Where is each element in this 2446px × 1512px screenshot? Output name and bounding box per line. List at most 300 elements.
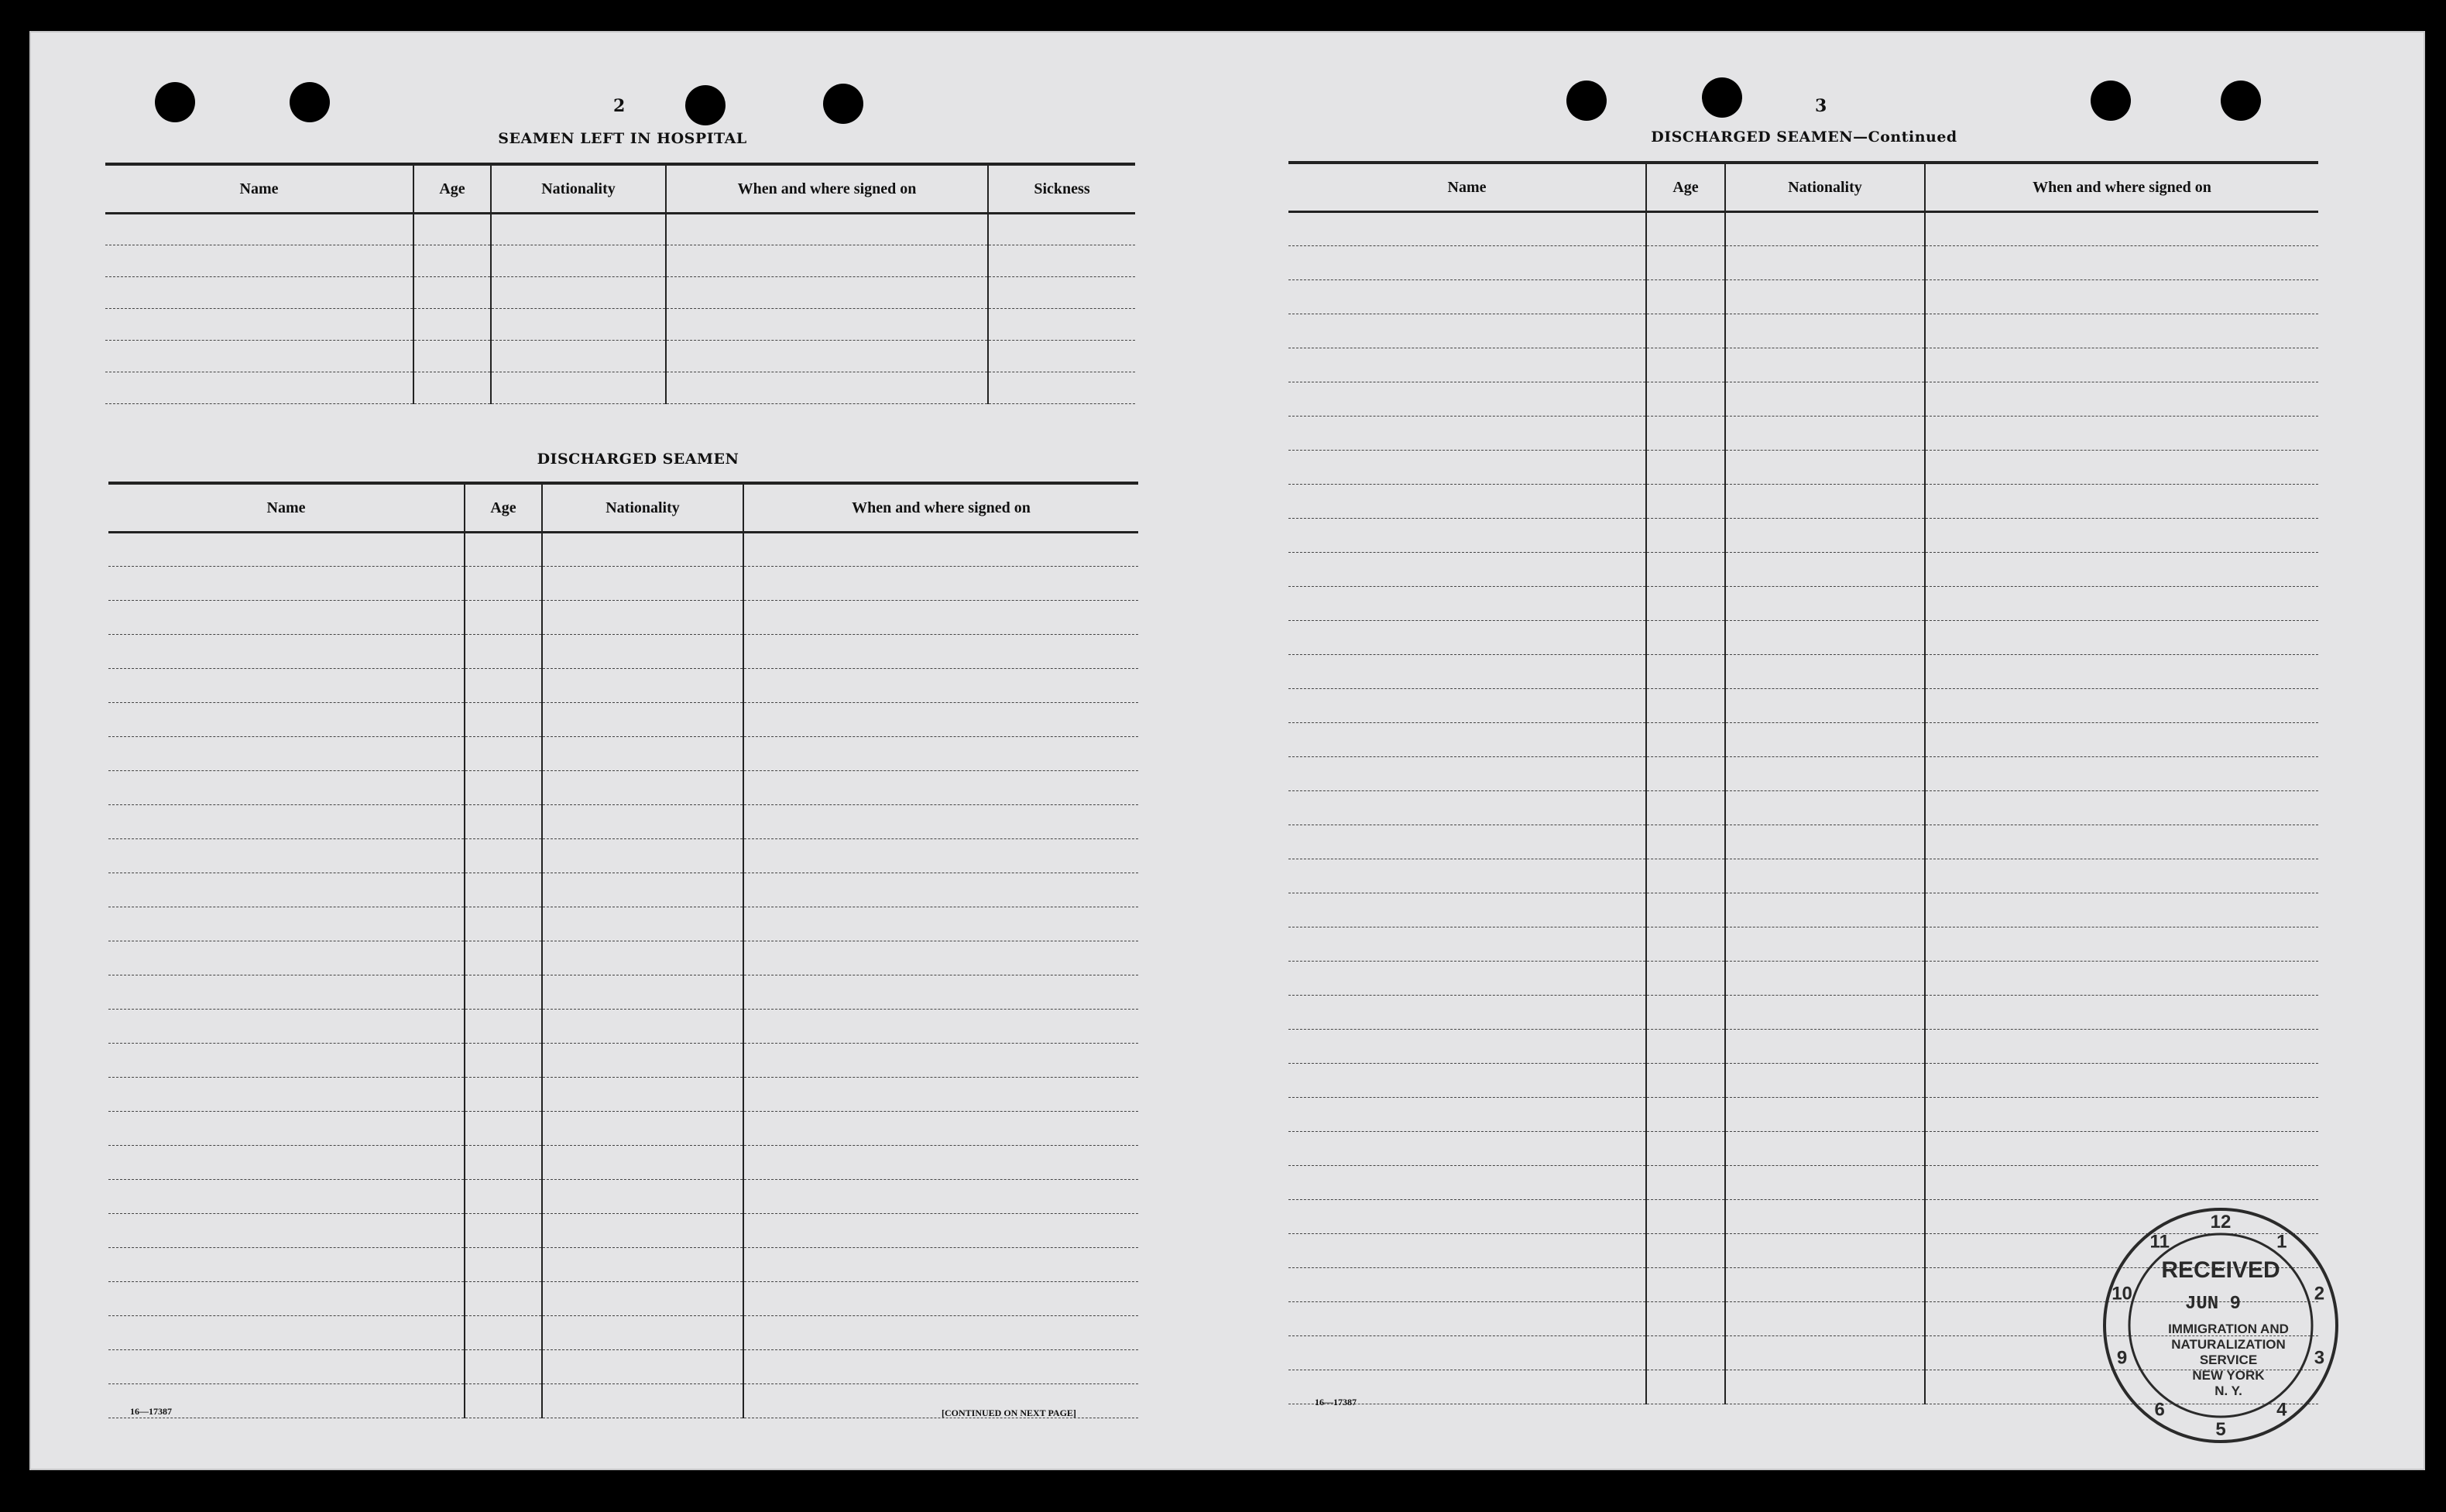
table-cell[interactable] [465, 1044, 542, 1078]
table-cell[interactable] [1725, 246, 1925, 280]
table-cell[interactable] [108, 771, 465, 805]
table-cell[interactable] [1646, 587, 1725, 621]
table-cell[interactable] [1925, 485, 2318, 519]
table-cell[interactable] [666, 277, 988, 309]
table-cell[interactable] [542, 1214, 743, 1248]
table-cell[interactable] [743, 1010, 1138, 1044]
table-cell[interactable] [108, 1214, 465, 1248]
table-cell[interactable] [988, 372, 1135, 404]
table-row [1288, 246, 2318, 280]
table-cell[interactable] [1288, 655, 1646, 689]
table-row [108, 533, 1138, 567]
table-cell[interactable] [1288, 996, 1646, 1030]
table-row [108, 907, 1138, 941]
table-cell[interactable] [1288, 246, 1646, 280]
table-cell[interactable] [542, 873, 743, 907]
bleed-through-text [155, 130, 168, 166]
table-cell[interactable] [465, 635, 542, 669]
table-cell[interactable] [1288, 1200, 1646, 1234]
table-cell[interactable] [1725, 1064, 1925, 1098]
table-cell[interactable] [542, 1112, 743, 1146]
table-cell[interactable] [1288, 723, 1646, 757]
table-cell[interactable] [1288, 1234, 1646, 1268]
table-cell[interactable] [542, 567, 743, 601]
table-cell[interactable] [1288, 893, 1646, 927]
table-cell[interactable] [1646, 382, 1725, 417]
table-row [1288, 553, 2318, 587]
table-cell[interactable] [542, 941, 743, 975]
table-cell[interactable] [1646, 791, 1725, 825]
table-cell[interactable] [542, 669, 743, 703]
table-cell[interactable] [108, 873, 465, 907]
table-cell[interactable] [1646, 1098, 1725, 1132]
punch-hole [155, 82, 195, 122]
table-cell[interactable] [1725, 485, 1925, 519]
table-cell[interactable] [666, 372, 988, 404]
table-cell[interactable] [1725, 893, 1925, 927]
table-cell[interactable] [743, 533, 1138, 567]
table-cell[interactable] [1288, 1064, 1646, 1098]
punch-hole [685, 85, 726, 125]
table-cell[interactable] [108, 941, 465, 975]
table-cell[interactable] [108, 737, 465, 771]
table-cell[interactable] [1288, 519, 1646, 553]
table-cell[interactable] [542, 1282, 743, 1316]
table-cell[interactable] [1725, 757, 1925, 791]
table-cell[interactable] [743, 941, 1138, 975]
table-cell[interactable] [1288, 859, 1646, 893]
table-row [1288, 825, 2318, 859]
table-cell[interactable] [465, 1010, 542, 1044]
table-cell[interactable] [1646, 519, 1725, 553]
table-cell[interactable] [1288, 485, 1646, 519]
table-cell[interactable] [743, 907, 1138, 941]
table-cell[interactable] [1646, 1200, 1725, 1234]
table-cell[interactable] [1925, 314, 2318, 348]
table-cell[interactable] [988, 309, 1135, 341]
table-row [108, 839, 1138, 873]
table-cell[interactable] [105, 309, 413, 341]
table-cell[interactable] [1725, 314, 1925, 348]
table-cell[interactable] [542, 635, 743, 669]
table-cell[interactable] [1925, 689, 2318, 723]
table-cell[interactable] [465, 907, 542, 941]
table-cell[interactable] [1288, 280, 1646, 314]
table-cell[interactable] [1725, 348, 1925, 382]
table-cell[interactable] [666, 309, 988, 341]
table-cell[interactable] [465, 1384, 542, 1418]
table-cell[interactable] [465, 1214, 542, 1248]
table-cell[interactable] [1288, 212, 1646, 246]
table-cell[interactable] [1725, 1234, 1925, 1268]
table-cell[interactable] [1646, 553, 1725, 587]
table-cell[interactable] [465, 1078, 542, 1112]
table-cell[interactable] [743, 1316, 1138, 1350]
table-cell[interactable] [108, 1146, 465, 1180]
table-cell[interactable] [465, 1282, 542, 1316]
table-cell[interactable] [108, 1044, 465, 1078]
table-cell[interactable] [413, 309, 491, 341]
table-cell[interactable] [108, 533, 465, 567]
table-cell[interactable] [1725, 587, 1925, 621]
table-cell[interactable] [743, 771, 1138, 805]
table-cell[interactable] [465, 567, 542, 601]
table-cell[interactable] [542, 805, 743, 839]
table-cell[interactable] [542, 1010, 743, 1044]
table-cell[interactable] [1725, 1166, 1925, 1200]
table-cell[interactable] [1288, 417, 1646, 451]
punch-hole [823, 84, 863, 124]
table-cell[interactable] [413, 245, 491, 277]
table-cell[interactable] [1646, 655, 1725, 689]
table-cell[interactable] [465, 771, 542, 805]
table-cell[interactable] [1925, 553, 2318, 587]
table-cell[interactable] [413, 341, 491, 372]
table-cell[interactable] [743, 1214, 1138, 1248]
table-cell[interactable] [108, 839, 465, 873]
table-cell[interactable] [465, 1146, 542, 1180]
discharged-continued-title-suffix: —Continued [1853, 129, 1957, 146]
table-cell[interactable] [1725, 451, 1925, 485]
table-cell[interactable] [491, 372, 666, 404]
table-cell[interactable] [988, 245, 1135, 277]
table-cell[interactable] [1725, 1030, 1925, 1064]
table-cell[interactable] [105, 372, 413, 404]
table-cell[interactable] [743, 1384, 1138, 1418]
table-cell[interactable] [1288, 1030, 1646, 1064]
table-cell[interactable] [1925, 621, 2318, 655]
table-cell[interactable] [491, 245, 666, 277]
table-cell[interactable] [1925, 757, 2318, 791]
table-row [1288, 417, 2318, 451]
table-cell[interactable] [108, 1350, 465, 1384]
table-cell[interactable] [108, 567, 465, 601]
table-cell[interactable] [413, 214, 491, 245]
table-cell[interactable] [542, 1350, 743, 1384]
table-cell[interactable] [1925, 246, 2318, 280]
table-cell[interactable] [1646, 689, 1725, 723]
table-cell[interactable] [108, 1316, 465, 1350]
table-cell[interactable] [542, 1146, 743, 1180]
table-cell[interactable] [1646, 962, 1725, 996]
table-cell[interactable] [1646, 451, 1725, 485]
received-stamp [2097, 1202, 2345, 1449]
table-cell[interactable] [743, 1248, 1138, 1282]
table-cell[interactable] [1925, 791, 2318, 825]
table-cell[interactable] [1925, 451, 2318, 485]
table-cell[interactable] [988, 341, 1135, 372]
table-cell[interactable] [1725, 962, 1925, 996]
stamp-received-text: RECEIVED [2161, 1257, 2280, 1283]
table-cell[interactable] [105, 245, 413, 277]
table-cell[interactable] [1288, 587, 1646, 621]
table-cell[interactable] [542, 975, 743, 1010]
table-cell[interactable] [743, 1044, 1138, 1078]
table-cell[interactable] [1646, 246, 1725, 280]
table-cell[interactable] [542, 839, 743, 873]
table-cell[interactable] [465, 1112, 542, 1146]
table-cell[interactable] [1925, 417, 2318, 451]
table-cell[interactable] [465, 1180, 542, 1214]
table-cell[interactable] [1725, 1268, 1925, 1302]
table-cell[interactable] [1646, 859, 1725, 893]
table-cell[interactable] [465, 805, 542, 839]
table-cell[interactable] [542, 907, 743, 941]
table-cell[interactable] [1288, 791, 1646, 825]
table-cell[interactable] [108, 1180, 465, 1214]
table-cell[interactable] [1288, 1132, 1646, 1166]
table-cell[interactable] [1646, 825, 1725, 859]
table-cell[interactable] [1725, 212, 1925, 246]
table-cell[interactable] [743, 601, 1138, 635]
table-cell[interactable] [491, 214, 666, 245]
table-cell[interactable] [1925, 996, 2318, 1030]
table-cell[interactable] [1288, 621, 1646, 655]
column-header-name: Name [108, 485, 465, 533]
table-cell[interactable] [1925, 1064, 2318, 1098]
table-cell[interactable] [108, 703, 465, 737]
table-cell[interactable] [1646, 1064, 1725, 1098]
table-cell[interactable] [1725, 1336, 1925, 1370]
table-cell[interactable] [1646, 212, 1725, 246]
table-cell[interactable] [743, 737, 1138, 771]
table-cell[interactable] [1925, 519, 2318, 553]
table-cell[interactable] [1925, 587, 2318, 621]
table-cell[interactable] [1725, 1302, 1925, 1336]
table-cell[interactable] [1646, 1268, 1725, 1302]
table-cell[interactable] [1725, 382, 1925, 417]
table-cell[interactable] [1725, 791, 1925, 825]
table-cell[interactable] [108, 1078, 465, 1112]
table-cell[interactable] [1725, 927, 1925, 962]
table-cell[interactable] [542, 1316, 743, 1350]
table-cell[interactable] [743, 839, 1138, 873]
table-cell[interactable] [465, 601, 542, 635]
table-cell[interactable] [1646, 893, 1725, 927]
table-cell[interactable] [743, 567, 1138, 601]
table-cell[interactable] [1288, 927, 1646, 962]
table-cell[interactable] [1646, 927, 1725, 962]
table-cell[interactable] [1646, 1336, 1725, 1370]
table-cell[interactable] [1925, 1030, 2318, 1064]
table-row [108, 975, 1138, 1010]
table-cell[interactable] [1725, 655, 1925, 689]
table-cell[interactable] [465, 975, 542, 1010]
table-cell[interactable] [465, 1248, 542, 1282]
table-cell[interactable] [1725, 553, 1925, 587]
table-cell[interactable] [743, 1180, 1138, 1214]
table-cell[interactable] [1725, 1370, 1925, 1404]
table-cell[interactable] [1725, 689, 1925, 723]
table-cell[interactable] [1925, 1166, 2318, 1200]
table-cell[interactable] [1925, 212, 2318, 246]
table-cell[interactable] [108, 975, 465, 1010]
table-cell[interactable] [1288, 451, 1646, 485]
table-cell[interactable] [108, 1248, 465, 1282]
table-cell[interactable] [1925, 382, 2318, 417]
table-cell[interactable] [1288, 757, 1646, 791]
table-cell[interactable] [1288, 1268, 1646, 1302]
table-cell[interactable] [491, 277, 666, 309]
table-cell[interactable] [1925, 859, 2318, 893]
table-cell[interactable] [465, 703, 542, 737]
table-cell[interactable] [1646, 723, 1725, 757]
table-cell[interactable] [743, 1078, 1138, 1112]
table-cell[interactable] [1725, 825, 1925, 859]
table-cell[interactable] [108, 601, 465, 635]
punch-hole [1702, 77, 1742, 118]
table-cell[interactable] [413, 277, 491, 309]
table-cell[interactable] [743, 635, 1138, 669]
table-cell[interactable] [743, 805, 1138, 839]
table-cell[interactable] [413, 372, 491, 404]
table-cell[interactable] [542, 1180, 743, 1214]
table-cell[interactable] [1288, 382, 1646, 417]
table-cell[interactable] [465, 737, 542, 771]
continued-note: [CONTINUED ON NEXT PAGE] [942, 1407, 1076, 1418]
table-cell[interactable] [1925, 280, 2318, 314]
table-cell[interactable] [542, 771, 743, 805]
table-cell[interactable] [1925, 927, 2318, 962]
table-cell[interactable] [1725, 723, 1925, 757]
table-cell[interactable] [1288, 825, 1646, 859]
table-cell[interactable] [1288, 1336, 1646, 1370]
table-cell[interactable] [1925, 1098, 2318, 1132]
hospital-table [105, 166, 1135, 404]
table-row [1288, 655, 2318, 689]
table-cell[interactable] [1925, 1132, 2318, 1166]
table-cell[interactable] [108, 1282, 465, 1316]
table-cell[interactable] [1288, 314, 1646, 348]
table-cell[interactable] [1646, 348, 1725, 382]
column-header-name: Name [1288, 164, 1646, 212]
table-cell[interactable] [542, 1248, 743, 1282]
table-cell[interactable] [1925, 723, 2318, 757]
table-cell[interactable] [491, 341, 666, 372]
table-cell[interactable] [1725, 519, 1925, 553]
table-cell[interactable] [108, 1112, 465, 1146]
table-cell[interactable] [1925, 893, 2318, 927]
table-cell[interactable] [666, 245, 988, 277]
table-cell[interactable] [1646, 996, 1725, 1030]
table-row [108, 601, 1138, 635]
table-cell[interactable] [542, 703, 743, 737]
table-cell[interactable] [105, 341, 413, 372]
table-cell[interactable] [743, 703, 1138, 737]
table-cell[interactable] [1725, 859, 1925, 893]
table-cell[interactable] [666, 214, 988, 245]
table-cell[interactable] [743, 1146, 1138, 1180]
table-cell[interactable] [1725, 1098, 1925, 1132]
table-cell[interactable] [1646, 1234, 1725, 1268]
table-cell[interactable] [1646, 280, 1725, 314]
table-cell[interactable] [105, 277, 413, 309]
table-cell[interactable] [542, 601, 743, 635]
table-cell[interactable] [743, 1112, 1138, 1146]
table-cell[interactable] [1646, 1030, 1725, 1064]
table-cell[interactable] [1646, 485, 1725, 519]
table-cell[interactable] [1725, 996, 1925, 1030]
table-cell[interactable] [542, 1044, 743, 1078]
table-cell[interactable] [1725, 1132, 1925, 1166]
table-cell[interactable] [542, 1384, 743, 1418]
table-cell[interactable] [1288, 689, 1646, 723]
table-cell[interactable] [988, 277, 1135, 309]
table-cell[interactable] [542, 533, 743, 567]
column-header-signed-on: When and where signed on [743, 485, 1138, 533]
table-cell[interactable] [108, 635, 465, 669]
table-cell[interactable] [108, 669, 465, 703]
table-cell[interactable] [105, 214, 413, 245]
table-cell[interactable] [465, 669, 542, 703]
table-cell[interactable] [1646, 1166, 1725, 1200]
stamp-ring-digit: 6 [2154, 1399, 2165, 1421]
table-cell[interactable] [1646, 417, 1725, 451]
table-cell[interactable] [743, 873, 1138, 907]
table-row [105, 341, 1135, 372]
table-cell[interactable] [1646, 1132, 1725, 1166]
table-row [1288, 689, 2318, 723]
table-cell[interactable] [743, 669, 1138, 703]
table-cell[interactable] [465, 1316, 542, 1350]
table-cell[interactable] [1925, 825, 2318, 859]
table-cell[interactable] [108, 1010, 465, 1044]
table-cell[interactable] [1725, 621, 1925, 655]
stamp-ring-digit: 11 [2149, 1231, 2170, 1253]
table-row [108, 1214, 1138, 1248]
table-cell[interactable] [988, 214, 1135, 245]
table-cell[interactable] [465, 941, 542, 975]
table-cell[interactable] [1288, 1166, 1646, 1200]
table-cell[interactable] [465, 1350, 542, 1384]
table-cell[interactable] [465, 873, 542, 907]
table-row [1288, 757, 2318, 791]
table-cell[interactable] [465, 839, 542, 873]
table-row [105, 309, 1135, 341]
table-cell[interactable] [542, 737, 743, 771]
stamp-date: JUN 9 [2184, 1294, 2242, 1315]
table-cell[interactable] [1725, 417, 1925, 451]
table-cell[interactable] [1288, 553, 1646, 587]
table-cell[interactable] [108, 805, 465, 839]
table-cell[interactable] [491, 309, 666, 341]
table-cell[interactable] [743, 975, 1138, 1010]
column-header-sickness: Sickness [988, 166, 1135, 214]
table-cell[interactable] [1925, 962, 2318, 996]
table-cell[interactable] [1725, 1200, 1925, 1234]
table-cell[interactable] [1646, 1370, 1725, 1404]
table-cell[interactable] [743, 1282, 1138, 1316]
table-row [105, 245, 1135, 277]
table-cell[interactable] [1646, 621, 1725, 655]
form-number-right: 16—17387 [1315, 1397, 1357, 1407]
table-cell[interactable] [1288, 962, 1646, 996]
table-cell[interactable] [1925, 655, 2318, 689]
table-cell[interactable] [1288, 1302, 1646, 1336]
table-cell[interactable] [542, 1078, 743, 1112]
table-cell[interactable] [1288, 1098, 1646, 1132]
table-cell[interactable] [1646, 757, 1725, 791]
table-cell[interactable] [743, 1350, 1138, 1384]
table-cell[interactable] [1646, 314, 1725, 348]
table-cell[interactable] [1288, 348, 1646, 382]
table-cell[interactable] [1725, 280, 1925, 314]
table-cell[interactable] [108, 907, 465, 941]
table-cell[interactable] [465, 533, 542, 567]
table-cell[interactable] [1925, 348, 2318, 382]
table-cell[interactable] [1646, 1302, 1725, 1336]
table-cell[interactable] [666, 341, 988, 372]
